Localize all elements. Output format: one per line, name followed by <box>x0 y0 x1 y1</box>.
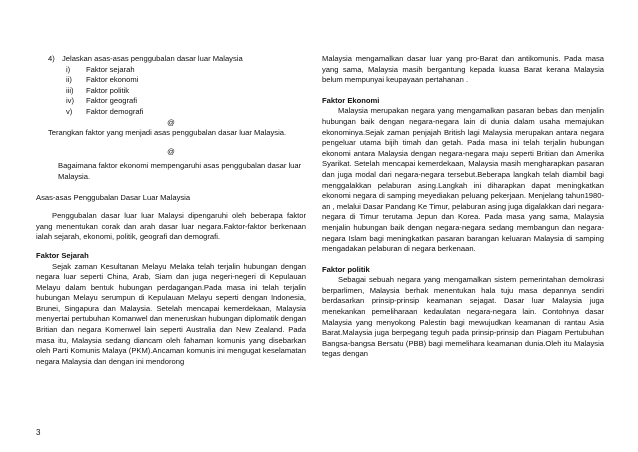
factor-list <box>66 65 306 118</box>
sejarah-paragraph: Sejak zaman Kesultanan Melayu Melaka telah terjalin hubungan dengan negara luar seperti China, Arab, Siam dan juga negeri-negeri di Kepulauan Melayu dalam bentuk hubungan perdagangan.Pada masa ini telah terjalin hubungan Melayu serumpun di Kepulauan Melayu seperti dengan Indonesia, Brunei, Singapura dan Malaysia. Setelah mencapai kemerdekaan, Malaysia menyertai pertubuhan Komanwel dan meneruskan hubungan diplomatik dengan Britian dan negara Komenwel lain seperti Australia dan New Zealand. Pada masa itu, Malaysia sedang diancam oleh fahaman komunis yang disebarkan oleh Parti Komunis Malaya (PKM).Ancaman komunis ini mengugat keselamatan negara Malaysia dan dengan ini mendorong <box>36 261 306 366</box>
intro-paragraph: Penggubalan dasar luar luar Malaysi dipengaruhi oleh beberapa faktor yang menentukan corak dan arah dasar luar negara.Faktor-faktor berkenaan ialah sejarah, ekonomi, politik, geografi dan demografi. <box>36 211 306 242</box>
list-item: iv) Faktor geografi <box>66 96 138 106</box>
ekonomi-paragraph: Malaysia merupakan negara yang mengamalkan pasaran bebas dan menjalin hubungan baik dengan negara-negara lain di dunia dalam usaha memajukan ekonominya.Sejak zaman penjajah British lagi Malaysia merupakan antara negara pengeluar utama bijih timah dan getah. Pada masa ini telah terjalin hubungan ekonomi antara Malaysia dengan negara-negara maju seperti Britian dan Amerika Syarikat. Setelah mencapai kemerdekaan, Malaysia masih mengharapkan pasaran dan juga modal dari negara-negara tersebut.Beberapa langkah telah diambil bagi menggalakkan pelaburan asing.Langkah ini diharapkan dapat meningkatkan ekonomi negara di samping meyediakan peluang pekerjaan. Menjelang tahun1980-an , melalui Dasar Pandang Ke Timur, pelaburan asing juga digalakkan dari negara-negara di Timur terutama Jepun dan Korea. Pada masa yang sama, Malaysia menjalin hubungan baik dengan negara-negara sedang membangun dan negara-negara Islam bagi meningkatkan pasaran barangan keluaran Malaysia di samping mengadakan pelaburan di negara berkenaan. <box>322 106 604 254</box>
question-text: Jelaskan asas-asas penggubalan dasar luar Malaysia <box>62 54 243 63</box>
politik-heading: Faktor politik <box>322 264 370 274</box>
question-number: 4) <box>48 54 55 63</box>
list-item: ii) Faktor ekonomi <box>66 75 139 85</box>
section-title: Asas-asas Penggubalan Dasar Luar Malaysia <box>36 192 191 202</box>
ekonomi-heading: Faktor Ekonomi <box>322 95 380 105</box>
list-item: i) Faktor sejarah <box>66 64 135 74</box>
prompt-text: Terangkan faktor yang menjadi asas penggubalan dasar luar Malaysia. <box>48 128 287 138</box>
page-number: 3 <box>36 428 41 437</box>
sejarah-heading: Faktor Sejarah <box>36 250 89 260</box>
separator-at: @ <box>167 117 175 127</box>
list-item: iii) Faktor politik <box>66 85 130 95</box>
politik-paragraph: Sebagai sebuah negara yang mengamalkan sistem pemerintahan demokrasi berparlimen, Malaysia berhak menentukan hala tuju masa depannya sendiri berdasarkan prinsip-prinsip keamanan sejagat. Dasar luar Malaysia juga menekankan pemeliharaan kedaulatan negara-negara lain. Contohnya dasar Malaysia yang menyokong Palestin bagi mewujudkan keamanan di rantau Asia Barat.Malaysia juga berpegang teguh pada prinsip-prinsip dan Piagam Pertubuhan Bangsa-bangsa Bersatu (PBB) bagi memelihara keamanan dunia.Oleh itu Malaysia tegas dengan <box>322 275 604 359</box>
left-column <box>36 54 306 367</box>
separator-at: @ <box>167 146 175 156</box>
continuation-paragraph: Malaysia mengamalkan dasar luar yang pro-Barat dan antikomunis. Pada masa yang sama, Malaysia masih bergantung kepada kuasa Barat kerana Malaysia belum mempunyai keupayaan pertahanan . <box>322 54 604 85</box>
right-column <box>322 54 604 360</box>
prompt-text: Bagaimana faktor ekonomi mempengaruhi asas penggubalan dasar luar Malaysia. <box>58 161 302 181</box>
list-item: v) Faktor demografi <box>66 106 144 116</box>
question-4 <box>48 54 306 65</box>
